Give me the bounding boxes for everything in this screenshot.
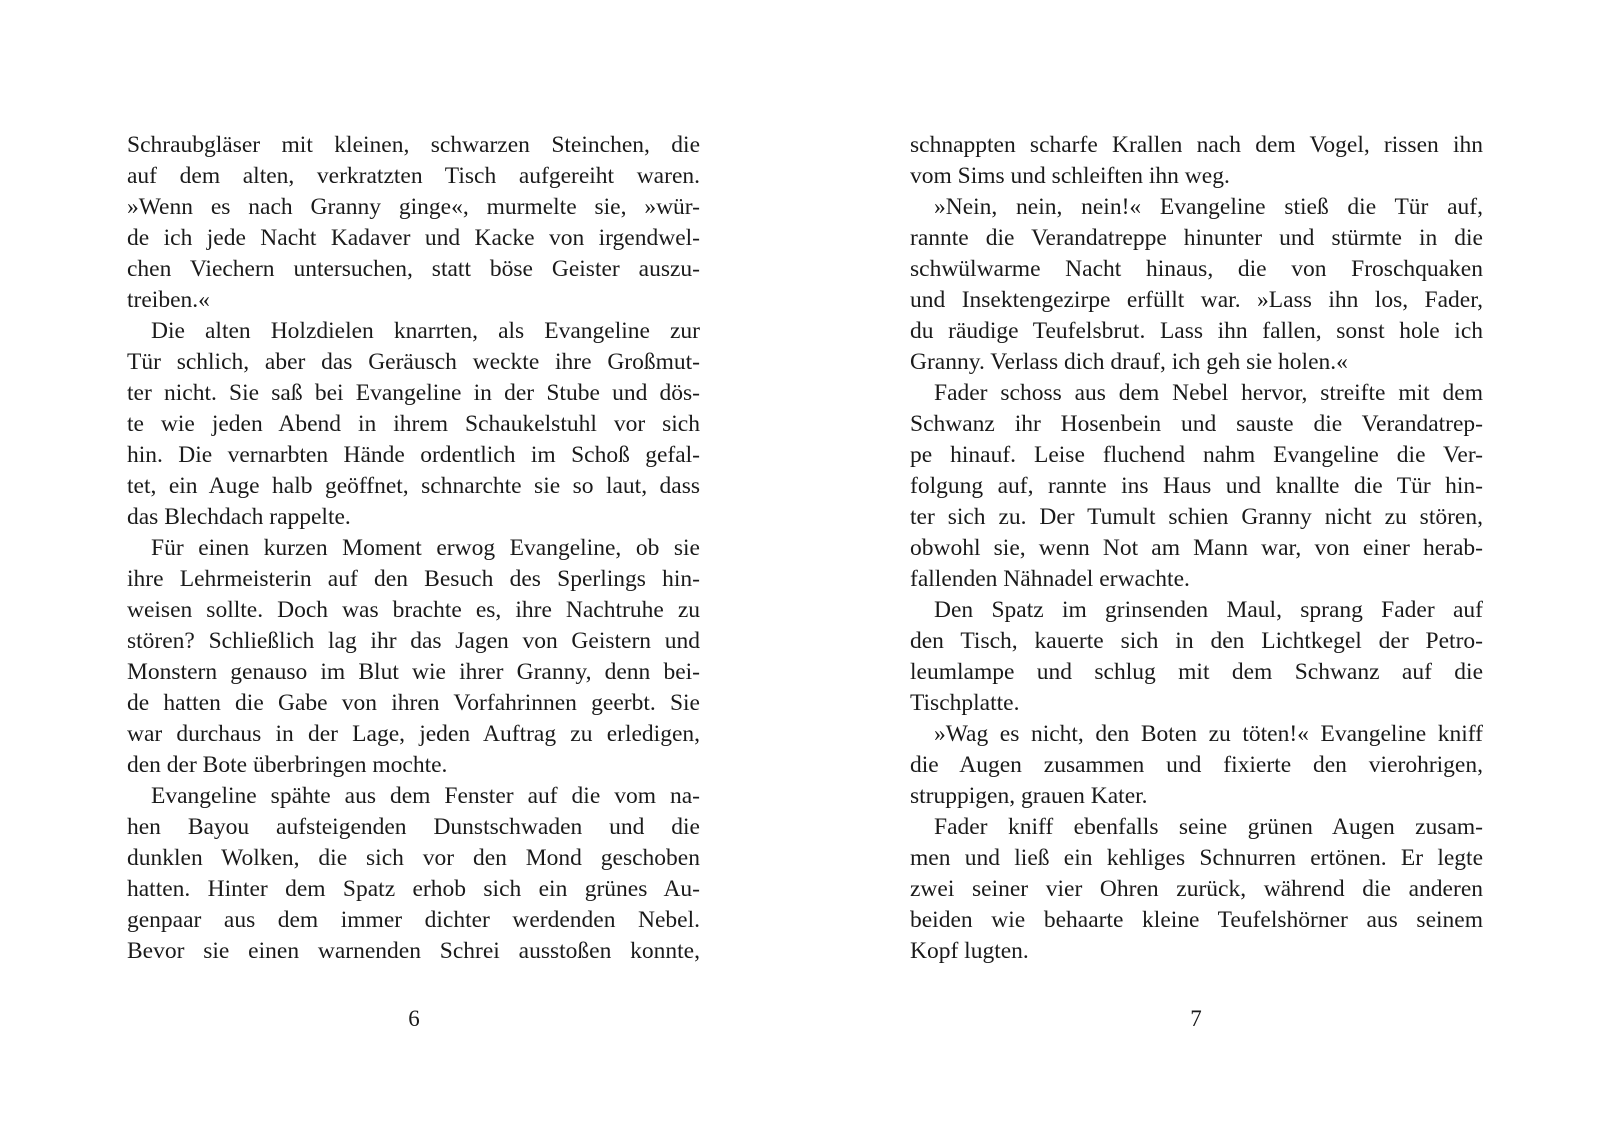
text-line: schwülwarme Nacht hinaus, die von Froschquaken: [910, 256, 1483, 282]
text-line: dunklen Wolken, die sich vor den Mond geschoben: [127, 845, 700, 871]
text-line: den der Bote überbringen mochte.: [127, 752, 448, 778]
text-line: Tischplatte.: [910, 690, 1020, 716]
text-line: de ich jede Nacht Kadaver und Kacke von irgendwel-: [127, 225, 700, 251]
text-line: men und ließ ein kehliges Schnurren ertönen. Er legte: [910, 845, 1483, 871]
page-number-right: 7: [1190, 1006, 1202, 1031]
text-line: das Blechdach rappelte.: [127, 504, 351, 530]
text-line: hen Bayou aufsteigenden Dunstschwaden und die: [127, 814, 700, 840]
text-line: treiben.«: [127, 287, 210, 313]
text-line: te wie jeden Abend in ihrem Schaukelstuhl vor sich: [127, 411, 700, 437]
text-line: folgung auf, rannte ins Haus und knallte die Tür hin-: [910, 473, 1483, 499]
text-line: Bevor sie einen warnenden Schrei ausstoßen konnte,: [127, 938, 700, 964]
text-line: zwei seiner vier Ohren zurück, während die anderen: [910, 876, 1483, 902]
text-line: schnappten scharfe Krallen nach dem Vogel, rissen ihn: [910, 132, 1483, 158]
text-line: Granny. Verlass dich drauf, ich geh sie holen.«: [910, 349, 1348, 375]
text-line: ter sich zu. Der Tumult schien Granny nicht zu stören,: [910, 504, 1483, 530]
text-line: Schwanz ihr Hosenbein und sauste die Verandatrep-: [910, 411, 1483, 437]
text-line: Monstern genauso im Blut wie ihrer Granny, denn bei-: [127, 659, 700, 685]
text-line: pe hinauf. Leise fluchend nahm Evangeline die Ver-: [910, 442, 1483, 468]
text-line: chen Viechern untersuchen, statt böse Geister auszu-: [127, 256, 700, 282]
text-line: den Tisch, kauerte sich in den Lichtkegel der Petro-: [910, 628, 1483, 654]
text-line: »Wag es nicht, den Boten zu töten!« Evangeline kniff: [934, 721, 1483, 747]
text-line: ihre Lehrmeisterin auf den Besuch des Sperlings hin-: [127, 566, 700, 592]
text-line: hin. Die vernarbten Hände ordentlich im Schoß gefal-: [127, 442, 700, 468]
text-line: beiden wie behaarte kleine Teufelshörner aus seinem: [910, 907, 1483, 933]
text-line: vom Sims und schleiften ihn weg.: [910, 163, 1230, 189]
text-line: auf dem alten, verkratzten Tisch aufgereiht waren.: [127, 163, 700, 189]
text-line: weisen sollte. Doch was brachte es, ihre Nachtruhe zu: [127, 597, 700, 623]
text-line: war durchaus in der Lage, jeden Auftrag zu erledigen,: [127, 721, 700, 747]
text-line: rannte die Verandatreppe hinunter und stürmte in die: [910, 225, 1483, 251]
text-line: Fader schoss aus dem Nebel hervor, streifte mit dem: [934, 380, 1483, 406]
text-line: struppigen, grauen Kater.: [910, 783, 1148, 809]
text-line: stören? Schließlich lag ihr das Jagen von Geistern und: [127, 628, 700, 654]
text-line: Die alten Holzdielen knarrten, als Evangeline zur: [151, 318, 700, 344]
text-line: Fader kniff ebenfalls seine grünen Augen zusam-: [934, 814, 1483, 840]
text-line: obwohl sie, wenn Not am Mann war, von einer herab-: [910, 535, 1483, 561]
text-line: »Nein, nein, nein!« Evangeline stieß die Tür auf,: [934, 194, 1483, 220]
text-line: »Wenn es nach Granny ginge«, murmelte sie, »wür-: [127, 194, 700, 220]
text-line: ter nicht. Sie saß bei Evangeline in der Stube und dös-: [127, 380, 700, 406]
text-line: Tür schlich, aber das Geräusch weckte ihre Großmut-: [127, 349, 700, 375]
text-line: und Insektengezirpe erfüllt war. »Lass ihn los, Fader,: [910, 287, 1483, 313]
text-line: leumlampe und schlug mit dem Schwanz auf die: [910, 659, 1483, 685]
text-line: Für einen kurzen Moment erwog Evangeline, ob sie: [151, 535, 700, 561]
text-line: de hatten die Gabe von ihren Vorfahrinnen geerbt. Sie: [127, 690, 700, 716]
right-page-text: [910, 130, 1483, 967]
text-line: die Augen zusammen und fixierte den vierohrigen,: [910, 752, 1483, 778]
page-number-left: 6: [408, 1006, 420, 1031]
left-page-text: [127, 130, 700, 967]
text-line: hatten. Hinter dem Spatz erhob sich ein grünes Au-: [127, 876, 700, 902]
text-line: Kopf lugten.: [910, 938, 1029, 964]
text-line: Schraubgläser mit kleinen, schwarzen Steinchen, die: [127, 132, 700, 158]
text-line: Den Spatz im grinsenden Maul, sprang Fader auf: [934, 597, 1483, 623]
text-line: fallenden Nähnadel erwachte.: [910, 566, 1190, 592]
text-line: tet, ein Auge halb geöffnet, schnarchte sie so laut, dass: [127, 473, 700, 499]
text-line: Evangeline spähte aus dem Fenster auf die vom na-: [151, 783, 700, 809]
text-line: du räudige Teufelsbrut. Lass ihn fallen, sonst hole ich: [910, 318, 1483, 344]
text-line: genpaar aus dem immer dichter werdenden Nebel.: [127, 907, 700, 933]
